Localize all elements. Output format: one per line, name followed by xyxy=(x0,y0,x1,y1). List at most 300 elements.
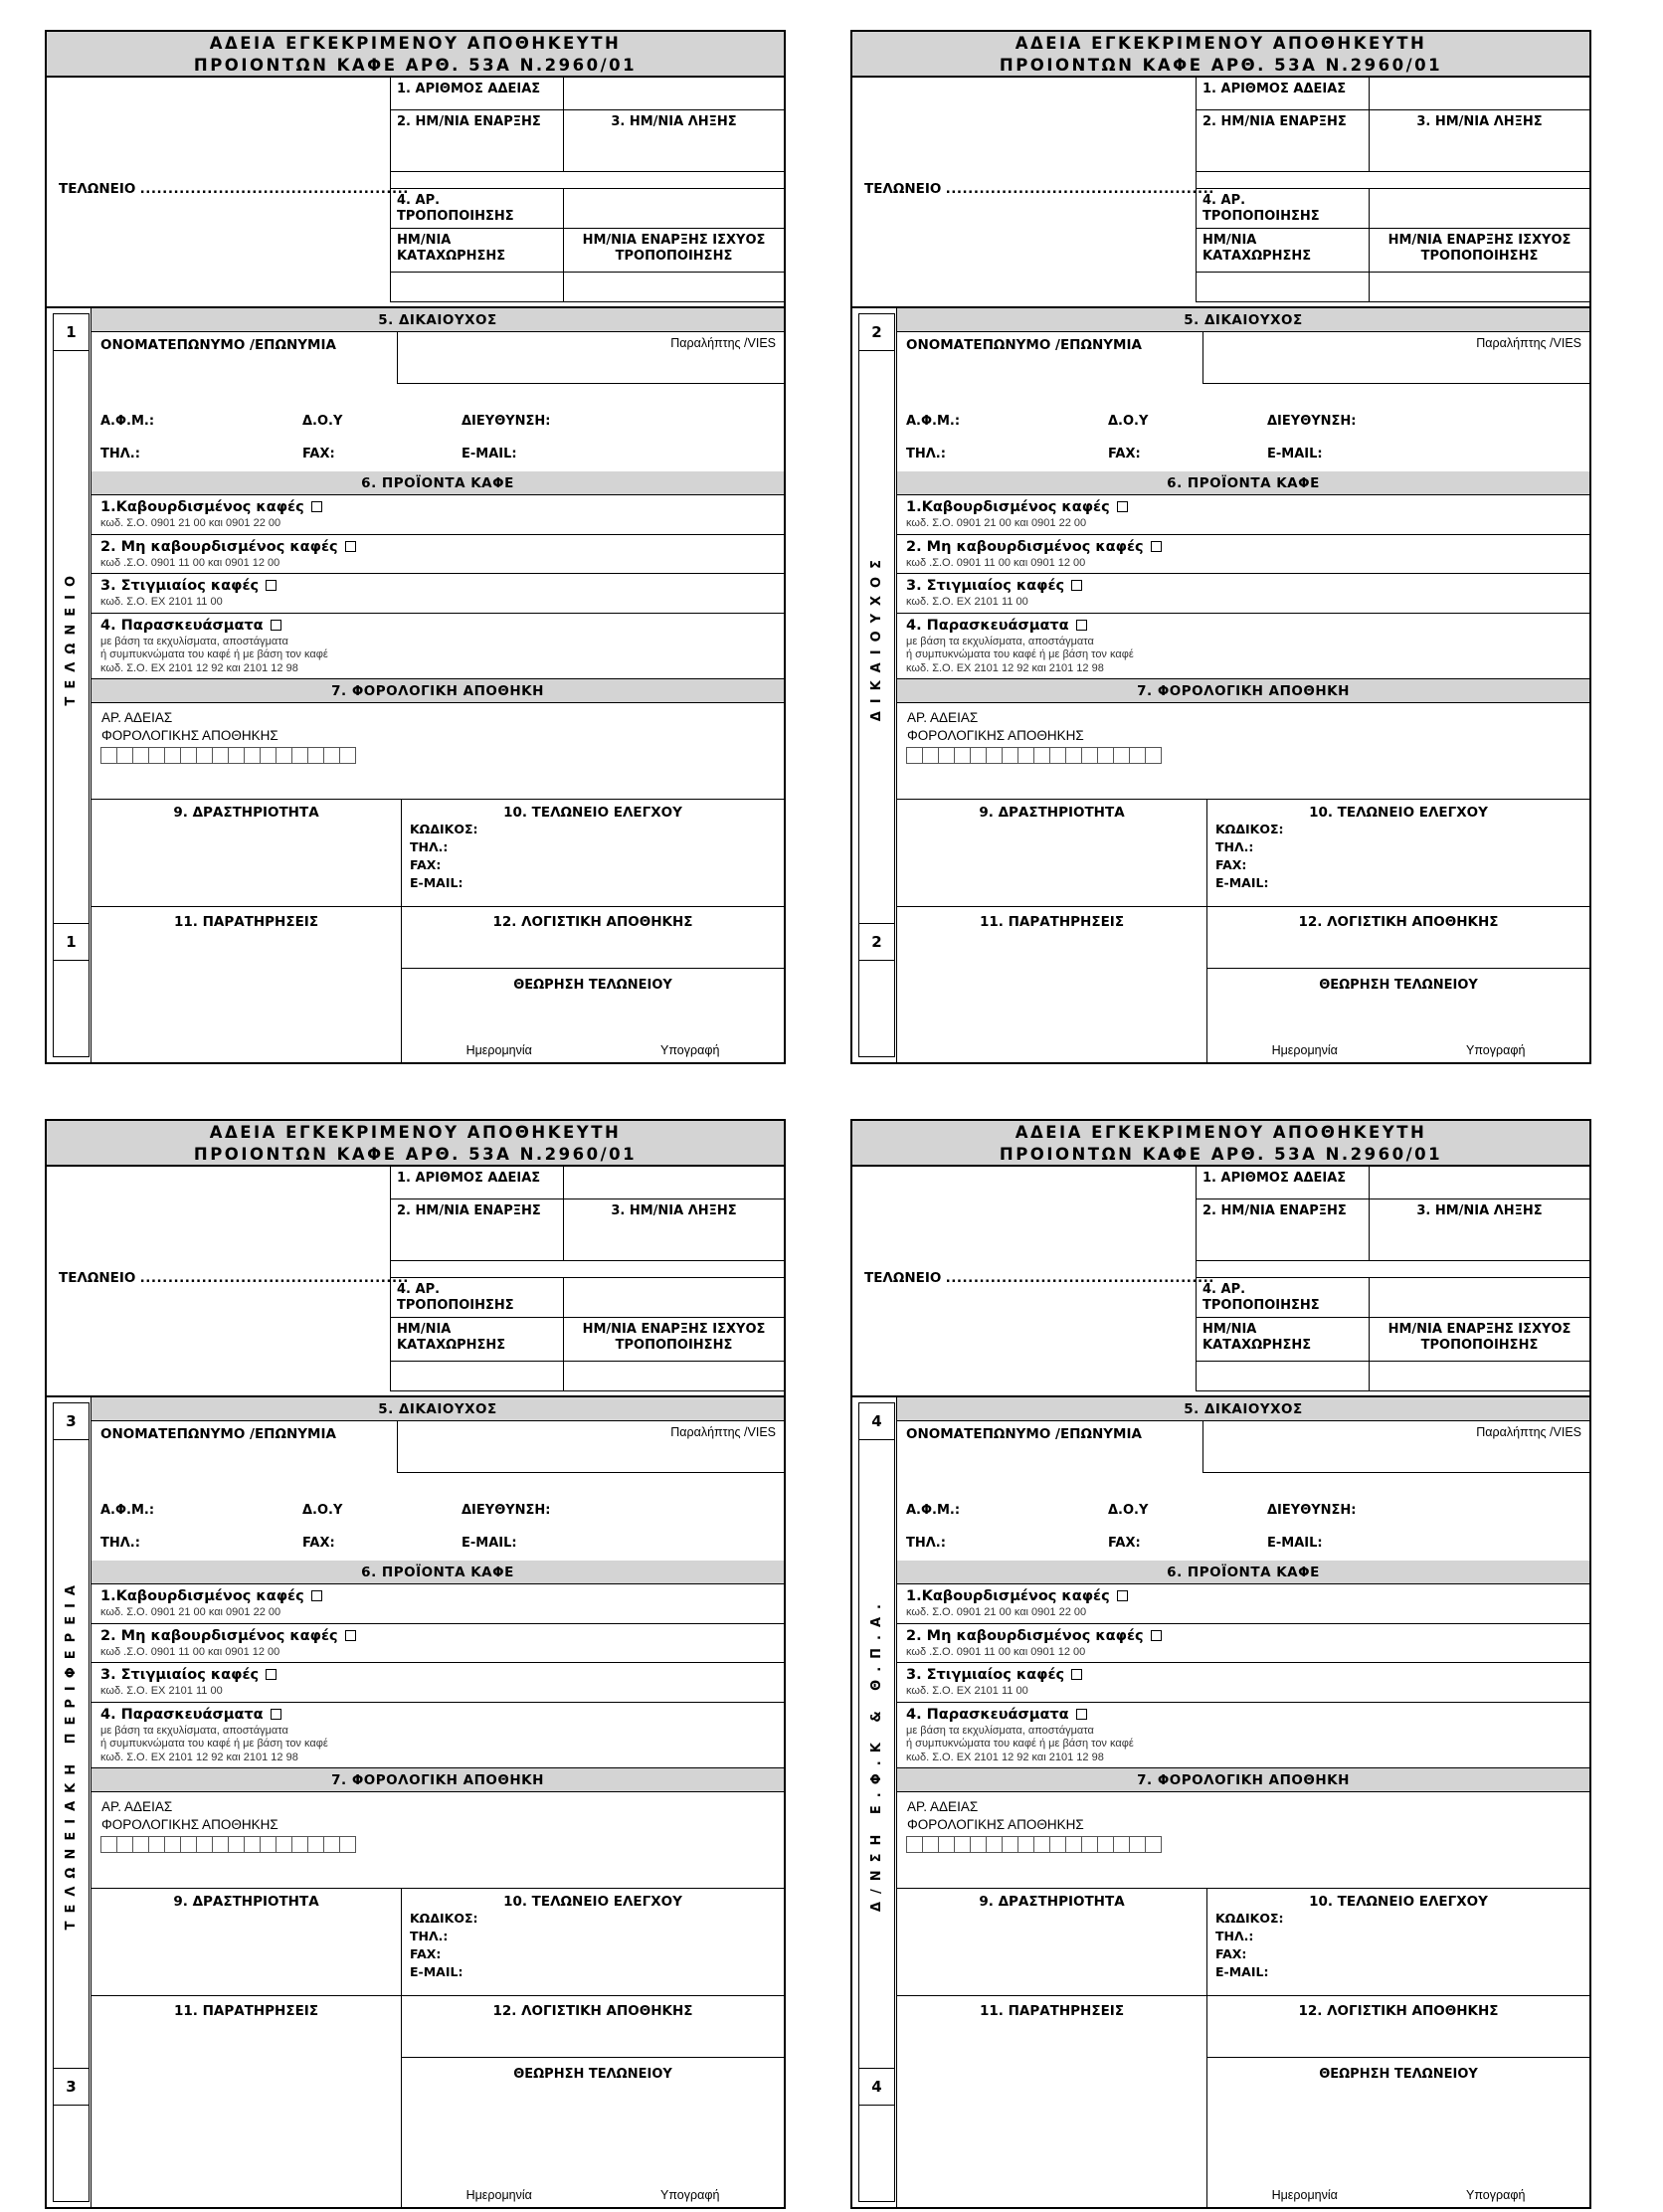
product-row-instant xyxy=(92,1663,784,1703)
warehouse-license-box[interactable] xyxy=(1129,747,1146,764)
product-row-roasted xyxy=(897,495,1589,535)
copy-sidebar xyxy=(852,1397,896,2207)
warehouse-license-box[interactable] xyxy=(1097,747,1114,764)
product-label xyxy=(906,617,1589,636)
product-code: κωδ. Σ.Ο. 0901 21 00 και 0901 22 00 xyxy=(906,1606,1087,1618)
field-row-dates xyxy=(391,1199,784,1261)
tel-label: ΤΗΛ.: xyxy=(100,447,140,461)
customs-office-line xyxy=(864,1270,1214,1286)
doy-label: Δ.Ο.Υ xyxy=(1108,1503,1149,1518)
product-checkbox[interactable] xyxy=(271,620,281,631)
warehouse-license-box[interactable] xyxy=(164,747,181,764)
tel-label: ΤΗΛ.: xyxy=(906,1536,946,1551)
copy-destination-area xyxy=(859,1440,894,2069)
copy-number-top: 3 xyxy=(54,1403,89,1440)
product-code: κωδ. Σ.Ο. ΕΧ 2101 11 00 xyxy=(100,596,223,608)
product-code: ή συμπυκνώματα του καφέ ή με βάση τον καφέ xyxy=(906,1738,1134,1750)
license-number-label: 1. ΑΡΙΘΜΟΣ ΑΔΕΙΑΣ xyxy=(1197,78,1370,109)
field-row-registration-date xyxy=(391,1318,784,1362)
copy-sidebar-box xyxy=(858,313,895,1057)
section11-header: 11. ΠΑΡΑΤΗΡΗΣΕΙΣ xyxy=(92,907,402,1062)
warehouse-license-box[interactable] xyxy=(1097,1836,1114,1853)
customs-stamp-area xyxy=(1207,969,1589,1062)
product-name: 1.Καβουρδισμένος καφές xyxy=(906,1588,1110,1604)
product-name: 1.Καβουρδισμένος καφές xyxy=(906,499,1110,515)
address-label: ΔΙΕΥΘΥΝΣΗ: xyxy=(462,414,551,429)
product-label xyxy=(100,498,784,517)
field-row-registration-date xyxy=(1197,229,1589,273)
warehouse-license-box[interactable] xyxy=(938,1836,955,1853)
header-fields-table xyxy=(1196,1167,1589,1391)
control-customs-tel-label: ΤΗΛ.: xyxy=(1215,1929,1254,1943)
field-row-dates xyxy=(1197,110,1589,172)
warehouse-license-boxes xyxy=(907,747,1589,764)
tel-label: ΤΗΛ.: xyxy=(100,1536,140,1551)
copy-sidebar-box xyxy=(53,1402,90,2202)
product-label xyxy=(100,1706,784,1725)
registration-date-label-line2: ΚΑΤΑΧΩΡΗΣΗΣ xyxy=(397,249,506,264)
copy-number-top: 4 xyxy=(859,1403,894,1440)
customs-office-dotted-field[interactable]: ................................................ xyxy=(139,181,409,197)
warehouse-license-box[interactable] xyxy=(228,1836,245,1853)
modification-number-value[interactable] xyxy=(1370,189,1589,228)
product-label xyxy=(906,1706,1589,1725)
customs-office-line xyxy=(59,181,409,197)
form-main xyxy=(896,308,1589,1062)
control-customs-code-label: ΚΩΔΙΚΟΣ: xyxy=(410,822,478,836)
control-customs-email-label: E-MAIL: xyxy=(410,1964,463,1979)
product-code: κωδ. Σ.Ο. ΕΧ 2101 12 92 και 2101 12 98 xyxy=(906,1751,1104,1763)
recipient-vies-box[interactable]: Παραλήπτης /VIES xyxy=(397,332,784,384)
product-checkbox[interactable] xyxy=(1151,1630,1162,1641)
warehouse-license-box[interactable] xyxy=(922,1836,939,1853)
product-code: κωδ. Σ.Ο. 0901 21 00 και 0901 22 00 xyxy=(100,1606,281,1618)
product-checkbox[interactable] xyxy=(311,501,322,512)
warehouse-license-box[interactable] xyxy=(323,1836,340,1853)
warehouse-license-box[interactable] xyxy=(1065,1836,1082,1853)
section10-cell xyxy=(1207,800,1589,906)
section10-cell xyxy=(402,1889,784,1995)
customs-office-line xyxy=(59,1270,409,1286)
modification-number-value[interactable] xyxy=(564,1278,784,1317)
product-checkbox[interactable] xyxy=(1117,501,1128,512)
warehouse-license-box[interactable] xyxy=(1002,1836,1018,1853)
warehouse-license-box[interactable] xyxy=(196,1836,213,1853)
product-checkbox[interactable] xyxy=(1071,1669,1082,1680)
control-customs-fax-label: FAX: xyxy=(410,857,442,872)
section5-body xyxy=(92,1421,784,1561)
warehouse-license-box[interactable] xyxy=(1033,747,1050,764)
modification-start-date-line1: ΗΜ/ΝΙΑ ΕΝΑΡΞΗΣ ΙΣΧΥΟΣ xyxy=(582,233,766,248)
form-title xyxy=(47,1121,784,1167)
sidebar-spacer xyxy=(54,961,89,1056)
warehouse-license-box[interactable] xyxy=(906,747,923,764)
warehouse-license-box[interactable] xyxy=(906,1836,923,1853)
product-label xyxy=(906,1587,1589,1606)
warehouse-license-box[interactable] xyxy=(260,1836,277,1853)
doy-label: Δ.Ο.Υ xyxy=(302,414,343,429)
license-number-label: 1. ΑΡΙΘΜΟΣ ΑΔΕΙΑΣ xyxy=(391,1167,564,1198)
modification-start-date-label xyxy=(1370,1318,1589,1361)
warehouse-license-label-line1: ΑΡ. ΑΔΕΙΑΣ xyxy=(101,710,173,725)
warehouse-license-box[interactable] xyxy=(148,1836,165,1853)
product-name: 4. Παρασκευάσματα xyxy=(906,1706,1069,1723)
warehouse-license-box[interactable] xyxy=(1129,1836,1146,1853)
fields-gap-row xyxy=(391,1261,784,1278)
product-code: κωδ. Σ.Ο. ΕΧ 2101 12 92 και 2101 12 98 xyxy=(906,661,1104,674)
fields-empty-value-cell xyxy=(1370,273,1589,301)
section5-body xyxy=(92,332,784,471)
product-checkbox[interactable] xyxy=(1117,1590,1128,1601)
section9-header: 9. ΔΡΑΣΤΗΡΙΟΤΗΤΑ xyxy=(92,800,402,906)
product-label xyxy=(100,1666,784,1685)
section12-header: 12. ΛΟΓΙΣΤΙΚΗ ΑΠΟΘΗΚΗΣ xyxy=(402,907,784,969)
fields-gap-row xyxy=(391,172,784,189)
warehouse-license-box[interactable] xyxy=(212,747,229,764)
field-row-registration-date xyxy=(1197,1318,1589,1362)
signature-label: Υπογραφή xyxy=(1466,2188,1526,2202)
warehouse-license-box[interactable] xyxy=(1113,747,1130,764)
control-customs-tel-label: ΤΗΛ.: xyxy=(410,839,449,854)
warehouse-license-box[interactable] xyxy=(291,1836,308,1853)
warehouse-license-box[interactable] xyxy=(922,747,939,764)
form-title xyxy=(47,32,784,78)
product-code: κωδ .Σ.Ο. 0901 11 00 και 0901 12 00 xyxy=(100,1645,280,1658)
license-number-value[interactable] xyxy=(564,78,784,109)
warehouse-license-box[interactable] xyxy=(260,747,277,764)
form-title-line-1: ΑΔΕΙΑ ΕΓΚΕΚΡΙΜΕΝΟΥ ΑΠΟΘΗΚΕΥΤΗ xyxy=(209,34,622,53)
copy-destination-label: ΤΕΛΩΝΕΙΟ xyxy=(64,568,79,706)
section6-header: 6. ΠΡΟΪΟΝΤΑ ΚΑΦΕ xyxy=(897,1561,1589,1584)
warehouse-license-boxes xyxy=(907,1836,1589,1853)
section6-header: 6. ΠΡΟΪΟΝΤΑ ΚΑΦΕ xyxy=(897,471,1589,495)
customs-stamp-area xyxy=(402,2058,784,2207)
warehouse-license-box[interactable] xyxy=(954,1836,971,1853)
date-label: Ημερομηνία xyxy=(465,1043,532,1057)
product-code: κωδ. Σ.Ο. ΕΧ 2101 11 00 xyxy=(100,1685,223,1697)
address-label: ΔΙΕΥΘΥΝΣΗ: xyxy=(462,1503,551,1518)
warehouse-license-box[interactable] xyxy=(116,1836,133,1853)
section5-body xyxy=(897,332,1589,471)
fields-empty-value-cell xyxy=(564,1362,784,1390)
product-row-unroasted xyxy=(897,535,1589,575)
email-label: E-MAIL: xyxy=(462,1536,517,1551)
forms-grid xyxy=(45,30,1591,2209)
warehouse-license-box[interactable] xyxy=(276,747,292,764)
fields-empty-row xyxy=(391,273,784,302)
form-body xyxy=(47,1395,784,2207)
warehouse-license-box[interactable] xyxy=(196,747,213,764)
fax-label: FAX: xyxy=(302,1536,335,1551)
section12-cell xyxy=(1207,907,1589,1062)
signature-label: Υπογραφή xyxy=(1466,1043,1526,1057)
warehouse-license-label-line2: ΦΟΡΟΛΟΓΙΚΗΣ ΑΠΟΘΗΚΗΣ xyxy=(907,1817,1084,1832)
warehouse-license-label-line2: ΦΟΡΟΛΟΓΙΚΗΣ ΑΠΟΘΗΚΗΣ xyxy=(907,728,1084,743)
warehouse-license-box[interactable] xyxy=(1002,747,1018,764)
product-name: 1.Καβουρδισμένος καφές xyxy=(100,499,304,515)
product-name: 1.Καβουρδισμένος καφές xyxy=(100,1588,304,1604)
fields-gap-row xyxy=(1197,172,1589,189)
customs-office-line xyxy=(864,181,1214,197)
end-date-label: 3. ΗΜ/ΝΙΑ ΛΗΞΗΣ xyxy=(611,1203,737,1218)
warehouse-license-box[interactable] xyxy=(1049,747,1066,764)
product-code: με βάση τα εκχυλίσματα, αποστάγματα xyxy=(906,635,1094,647)
afm-label: Α.Φ.Μ.: xyxy=(906,1503,961,1518)
warehouse-license-box[interactable] xyxy=(1081,1836,1098,1853)
product-label xyxy=(906,1666,1589,1685)
address-label: ΔΙΕΥΘΥΝΣΗ: xyxy=(1267,414,1357,429)
customs-office-dotted-field[interactable]: ................................................ xyxy=(139,1270,409,1286)
fields-empty-value-cell xyxy=(564,273,784,301)
license-number-value[interactable] xyxy=(1370,1167,1589,1198)
product-row-roasted xyxy=(92,1584,784,1624)
product-checkbox[interactable] xyxy=(271,1709,281,1720)
control-customs-fax-label: FAX: xyxy=(1215,857,1247,872)
tax-warehouse-body xyxy=(92,703,784,799)
copy-destination-label: Δ/ΝΣΗ Ε.Φ.Κ & Θ.Π.Α. xyxy=(869,1595,884,1913)
warehouse-license-box[interactable] xyxy=(148,747,165,764)
date-label: Ημερομηνία xyxy=(465,2188,532,2202)
warehouse-license-box[interactable] xyxy=(291,747,308,764)
control-customs-code-label: ΚΩΔΙΚΟΣ: xyxy=(1215,822,1284,836)
modification-start-date-label xyxy=(1370,229,1589,272)
modification-start-date-line2: ΤΡΟΠΟΠΟΙΗΣΗΣ xyxy=(615,249,733,264)
form-title-line-2: ΠΡΟΙΟΝΤΩΝ ΚΑΦΕ ΑΡΘ. 53Α Ν.2960/01 xyxy=(999,1145,1443,1164)
warehouse-license-boxes xyxy=(101,1836,784,1853)
warehouse-license-box[interactable] xyxy=(244,747,261,764)
recipient-vies-box[interactable]: Παραλήπτης /VIES xyxy=(1202,1421,1589,1473)
section11-header: 11. ΠΑΡΑΤΗΡΗΣΕΙΣ xyxy=(897,1996,1207,2207)
owner-name-label: ΟΝΟΜΑΤΕΠΩΝΥΜΟ /ΕΠΩΝΥΜΙΑ xyxy=(100,337,336,353)
control-customs-tel-label: ΤΗΛ.: xyxy=(1215,839,1254,854)
sections-11-12-row xyxy=(897,1995,1589,2207)
product-row-unroasted xyxy=(92,535,784,575)
copy-number-bottom: 3 xyxy=(54,2069,89,2106)
product-checkbox[interactable] xyxy=(1076,620,1087,631)
license-number-value[interactable] xyxy=(1370,78,1589,109)
tax-warehouse-body xyxy=(92,1792,784,1888)
field-row-modification-number xyxy=(1197,1278,1589,1318)
product-checkbox[interactable] xyxy=(1076,1709,1087,1720)
copy-sidebar xyxy=(47,1397,91,2207)
form-title-line-1: ΑΔΕΙΑ ΕΓΚΕΚΡΙΜΕΝΟΥ ΑΠΟΘΗΚΕΥΤΗ xyxy=(209,1123,622,1142)
section7-header: 7. ΦΟΡΟΛΟΓΙΚΗ ΑΠΟΘΗΚΗ xyxy=(92,1767,784,1792)
product-name: 3. Στιγμιαίος καφές xyxy=(906,578,1065,594)
product-code: κωδ. Σ.Ο. 0901 21 00 και 0901 22 00 xyxy=(906,517,1087,529)
modification-number-value[interactable] xyxy=(564,189,784,228)
fax-label: FAX: xyxy=(1108,447,1141,461)
warehouse-license-box[interactable] xyxy=(339,1836,356,1853)
fields-empty-label-cell xyxy=(1197,273,1370,301)
warehouse-license-box[interactable] xyxy=(323,747,340,764)
warehouse-license-box[interactable] xyxy=(339,747,356,764)
form-title xyxy=(852,32,1589,78)
registration-date-label-line1: ΗΜ/ΝΙΑ xyxy=(1202,1322,1257,1337)
customs-stamp-area xyxy=(1207,2058,1589,2207)
address-label: ΔΙΕΥΘΥΝΣΗ: xyxy=(1267,1503,1357,1518)
customs-office-dotted-field[interactable]: ................................................ xyxy=(945,181,1214,197)
copy-number-bottom: 1 xyxy=(54,924,89,961)
email-label: E-MAIL: xyxy=(1267,1536,1323,1551)
recipient-vies-box[interactable]: Παραλήπτης /VIES xyxy=(397,1421,784,1473)
modification-number-label xyxy=(1197,1278,1370,1317)
registration-date-label xyxy=(1197,1318,1370,1361)
warehouse-license-box[interactable] xyxy=(970,1836,987,1853)
form-body xyxy=(47,306,784,1062)
email-label: E-MAIL: xyxy=(462,447,517,461)
product-checkbox[interactable] xyxy=(311,1590,322,1601)
product-code: κωδ. Σ.Ο. ΕΧ 2101 11 00 xyxy=(906,1685,1028,1697)
warehouse-license-label-line2: ΦΟΡΟΛΟΓΙΚΗΣ ΑΠΟΘΗΚΗΣ xyxy=(101,1817,278,1832)
warehouse-license-box[interactable] xyxy=(1065,747,1082,764)
warehouse-license-box[interactable] xyxy=(100,747,117,764)
warehouse-license-box[interactable] xyxy=(1145,747,1162,764)
registration-date-label-line1: ΗΜ/ΝΙΑ xyxy=(1202,233,1257,248)
modification-start-date-label xyxy=(564,229,784,272)
warehouse-license-box[interactable] xyxy=(938,747,955,764)
fields-gap-row xyxy=(1197,1261,1589,1278)
registration-date-label-line2: ΚΑΤΑΧΩΡΗΣΗΣ xyxy=(1202,1338,1312,1353)
warehouse-license-box[interactable] xyxy=(307,1836,324,1853)
product-code: κωδ .Σ.Ο. 0901 11 00 και 0901 12 00 xyxy=(906,1645,1086,1658)
license-number-label: 1. ΑΡΙΘΜΟΣ ΑΔΕΙΑΣ xyxy=(1197,1167,1370,1198)
warehouse-license-box[interactable] xyxy=(180,747,197,764)
license-number-value[interactable] xyxy=(564,1167,784,1198)
copy-number-bottom: 2 xyxy=(859,924,894,961)
warehouse-license-box[interactable] xyxy=(1049,1836,1066,1853)
product-checkbox[interactable] xyxy=(1151,541,1162,552)
section5-header: 5. ΔΙΚΑΙΟΥΧΟΣ xyxy=(897,308,1589,332)
product-checkbox[interactable] xyxy=(266,1669,277,1680)
header-area xyxy=(47,1167,784,1395)
modification-number-label-line1: 4. ΑΡ. xyxy=(1202,193,1246,208)
product-row-preparations xyxy=(897,614,1589,679)
product-name: 3. Στιγμιαίος καφές xyxy=(906,1667,1065,1683)
tax-warehouse-body xyxy=(897,703,1589,799)
section9-header: 9. ΔΡΑΣΤΗΡΙΟΤΗΤΑ xyxy=(92,1889,402,1995)
header-area xyxy=(852,78,1589,306)
recipient-vies-box[interactable]: Παραλήπτης /VIES xyxy=(1202,332,1589,384)
warehouse-license-box[interactable] xyxy=(276,1836,292,1853)
warehouse-license-box[interactable] xyxy=(1017,1836,1034,1853)
warehouse-license-box[interactable] xyxy=(986,1836,1003,1853)
warehouse-license-box[interactable] xyxy=(1145,1836,1162,1853)
section12-cell xyxy=(402,907,784,1062)
fields-empty-label-cell xyxy=(1197,1362,1370,1390)
section10-cell xyxy=(402,800,784,906)
afm-label: Α.Φ.Μ.: xyxy=(906,414,961,429)
owner-name-label: ΟΝΟΜΑΤΕΠΩΝΥΜΟ /ΕΠΩΝΥΜΙΑ xyxy=(100,1426,336,1442)
warehouse-license-box[interactable] xyxy=(986,747,1003,764)
warehouse-license-box[interactable] xyxy=(180,1836,197,1853)
header-fields-table xyxy=(1196,78,1589,302)
section12-header: 12. ΛΟΓΙΣΤΙΚΗ ΑΠΟΘΗΚΗΣ xyxy=(1207,1996,1589,2058)
section7-header: 7. ΦΟΡΟΛΟΓΙΚΗ ΑΠΟΘΗΚΗ xyxy=(897,678,1589,703)
modification-number-value[interactable] xyxy=(1370,1278,1589,1317)
copy-destination-label: ΔΙΚΑΙΟΥΧΟΣ xyxy=(869,552,884,722)
form-main xyxy=(91,308,784,1062)
warehouse-license-box[interactable] xyxy=(954,747,971,764)
end-date-label: 3. ΗΜ/ΝΙΑ ΛΗΞΗΣ xyxy=(1416,1203,1543,1218)
product-checkbox[interactable] xyxy=(345,1630,356,1641)
modification-number-label xyxy=(391,1278,564,1317)
header-fields-table xyxy=(390,1167,784,1391)
sections-9-10-row xyxy=(897,1888,1589,1995)
product-code: κωδ. Σ.Ο. 0901 21 00 και 0901 22 00 xyxy=(100,517,281,529)
product-code: με βάση τα εκχυλίσματα, αποστάγματα xyxy=(100,1724,288,1737)
warehouse-license-box[interactable] xyxy=(1081,747,1098,764)
form-body xyxy=(852,306,1589,1062)
fax-label: FAX: xyxy=(302,447,335,461)
fields-empty-row xyxy=(391,1362,784,1391)
customs-stamp-area xyxy=(402,969,784,1062)
product-checkbox[interactable] xyxy=(1071,580,1082,591)
product-row-instant xyxy=(92,574,784,614)
warehouse-license-box[interactable] xyxy=(164,1836,181,1853)
warehouse-license-box[interactable] xyxy=(1017,747,1034,764)
product-checkbox[interactable] xyxy=(345,541,356,552)
product-checkbox[interactable] xyxy=(266,580,277,591)
warehouse-license-box[interactable] xyxy=(1033,1836,1050,1853)
warehouse-license-box[interactable] xyxy=(100,1836,117,1853)
tax-warehouse-body xyxy=(897,1792,1589,1888)
section12-cell xyxy=(402,1996,784,2207)
product-code: ή συμπυκνώματα του καφέ ή με βάση τον καφέ xyxy=(100,1738,328,1750)
warehouse-license-box[interactable] xyxy=(244,1836,261,1853)
warehouse-license-box[interactable] xyxy=(132,1836,149,1853)
product-code: ή συμπυκνώματα του καφέ ή με βάση τον καφέ xyxy=(906,648,1134,660)
warehouse-license-box[interactable] xyxy=(116,747,133,764)
section9-header: 9. ΔΡΑΣΤΗΡΙΟΤΗΤΑ xyxy=(897,1889,1207,1995)
product-code: κωδ. Σ.Ο. ΕΧ 2101 12 92 και 2101 12 98 xyxy=(100,661,298,674)
start-date-label: 2. ΗΜ/ΝΙΑ ΕΝΑΡΞΗΣ xyxy=(1197,1199,1370,1260)
product-name: 4. Παρασκευάσματα xyxy=(100,617,264,634)
sidebar-spacer xyxy=(859,2106,894,2201)
modification-number-label-line1: 4. ΑΡ. xyxy=(397,193,441,208)
warehouse-license-box[interactable] xyxy=(228,747,245,764)
warehouse-license-box[interactable] xyxy=(212,1836,229,1853)
registration-date-label xyxy=(1197,229,1370,272)
copy-destination-area xyxy=(54,351,89,924)
section7-header: 7. ΦΟΡΟΛΟΓΙΚΗ ΑΠΟΘΗΚΗ xyxy=(92,678,784,703)
registration-date-label-line1: ΗΜ/ΝΙΑ xyxy=(397,233,452,248)
warehouse-license-box[interactable] xyxy=(970,747,987,764)
customs-office-dotted-field[interactable]: ................................................ xyxy=(945,1270,1214,1286)
product-name: 4. Παρασκευάσματα xyxy=(100,1706,264,1723)
copy-sidebar xyxy=(47,308,91,1062)
modification-number-label-line2: ΤΡΟΠΟΠΟΙΗΣΗΣ xyxy=(1202,1298,1320,1313)
field-row-dates xyxy=(1197,1199,1589,1261)
modification-number-label-line2: ΤΡΟΠΟΠΟΙΗΣΗΣ xyxy=(1202,209,1320,224)
product-row-preparations xyxy=(92,1703,784,1768)
product-label xyxy=(906,577,1589,596)
control-customs-email-label: E-MAIL: xyxy=(410,875,463,890)
stamp-space xyxy=(402,2082,784,2188)
copy-number-top: 1 xyxy=(54,314,89,351)
product-label xyxy=(100,617,784,636)
warehouse-license-box[interactable] xyxy=(1113,1836,1130,1853)
product-row-preparations xyxy=(92,614,784,679)
form-copy xyxy=(45,30,786,1064)
form-title xyxy=(852,1121,1589,1167)
warehouse-license-box[interactable] xyxy=(307,747,324,764)
control-customs-code-label: ΚΩΔΙΚΟΣ: xyxy=(410,1911,478,1926)
product-label xyxy=(100,577,784,596)
section12-header: 12. ΛΟΓΙΣΤΙΚΗ ΑΠΟΘΗΚΗΣ xyxy=(402,1996,784,2058)
modification-number-label-line1: 4. ΑΡ. xyxy=(397,1282,441,1297)
modification-start-date-line1: ΗΜ/ΝΙΑ ΕΝΑΡΞΗΣ ΙΣΧΥΟΣ xyxy=(582,1322,766,1337)
warehouse-license-box[interactable] xyxy=(132,747,149,764)
